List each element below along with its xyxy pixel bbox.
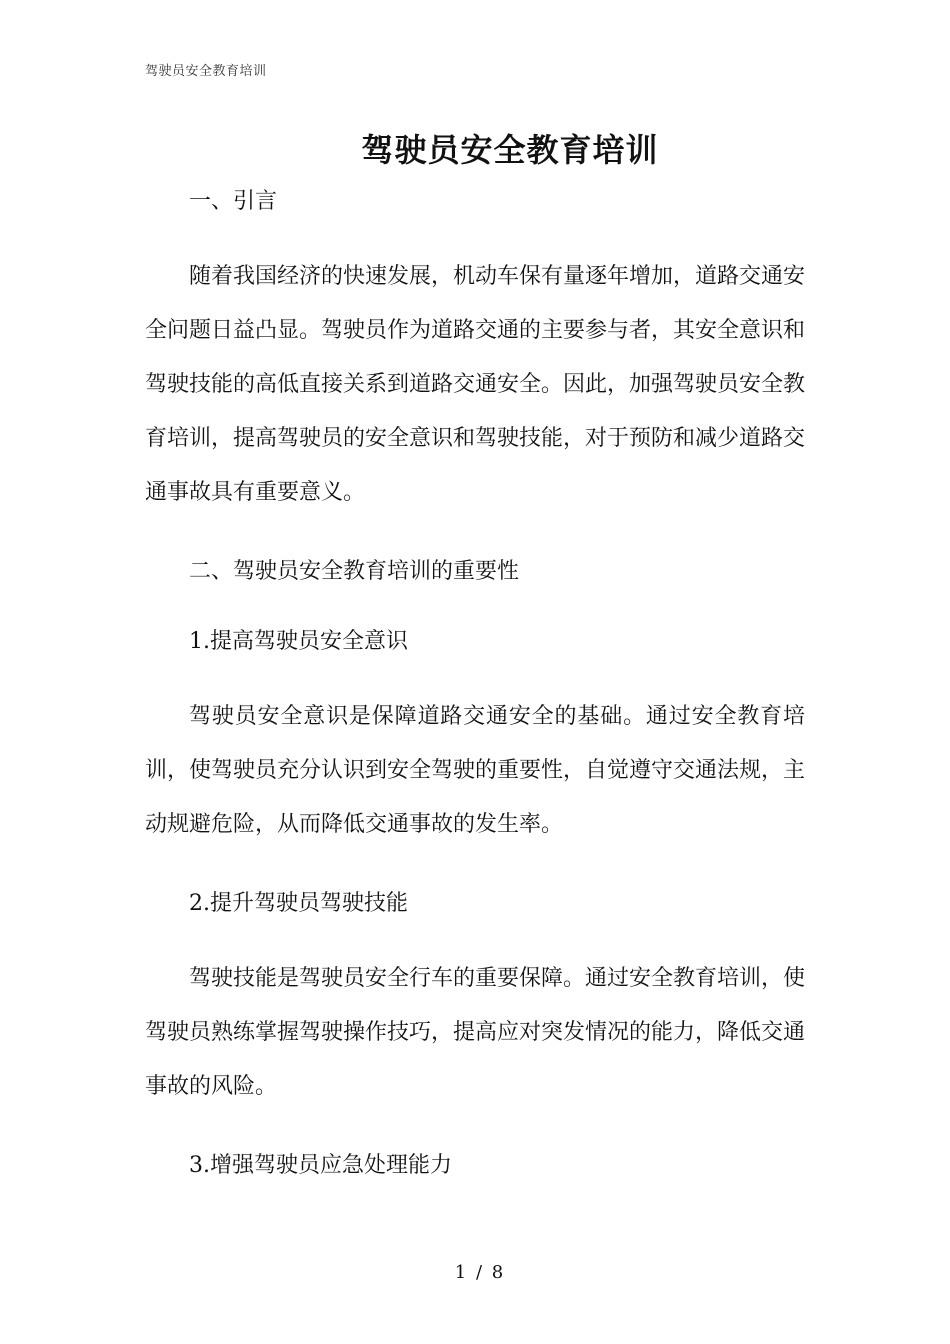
introduction-paragraph: 随着我国经济的快速发展，机动车保有量逐年增加，道路交通安全问题日益凸显。驾驶员作为道路交通的主要参与者，其安全意识和驾驶技能的高低直接关系到道路交通安全。因此，加强驾驶员安全教育培训，提高驾驶员的安全意识和驾驶技能，对于预防和减少道路交通事故具有重要意义。 (145, 264, 806, 505)
section-heading-importance: 二、驾驶员安全教育培训的重要性 (189, 559, 520, 584)
running-header: 驾驶员安全教育培训 (145, 64, 267, 79)
safety-awareness-paragraph: 驾驶员安全意识是保障道路交通安全的基础。通过安全教育培训，使驾驶员充分认识到安全驾驶的重要性，自觉遵守交通法规，主动规避危险，从而降低交通事故的发生率。 (145, 704, 806, 837)
document-body (145, 180, 805, 1188)
page-number: 1 / 8 (454, 1262, 506, 1283)
document-title: 驾驶员安全教育培训 (361, 131, 659, 170)
subheading-emergency-handling: 3.增强驾驶员应急处理能力 (189, 1153, 452, 1178)
section-heading-introduction: 一、引言 (189, 189, 278, 214)
driving-skills-paragraph: 驾驶技能是驾驶员安全行车的重要保障。通过安全教育培训，使驾驶员熟练掌握驾驶操作技巧，提高应对突发情况的能力，降低交通事故的风险。 (145, 966, 806, 1099)
subheading-safety-awareness: 1.提高驾驶员安全意识 (189, 629, 408, 654)
subheading-driving-skills: 2.提升驾驶员驾驶技能 (189, 891, 408, 916)
